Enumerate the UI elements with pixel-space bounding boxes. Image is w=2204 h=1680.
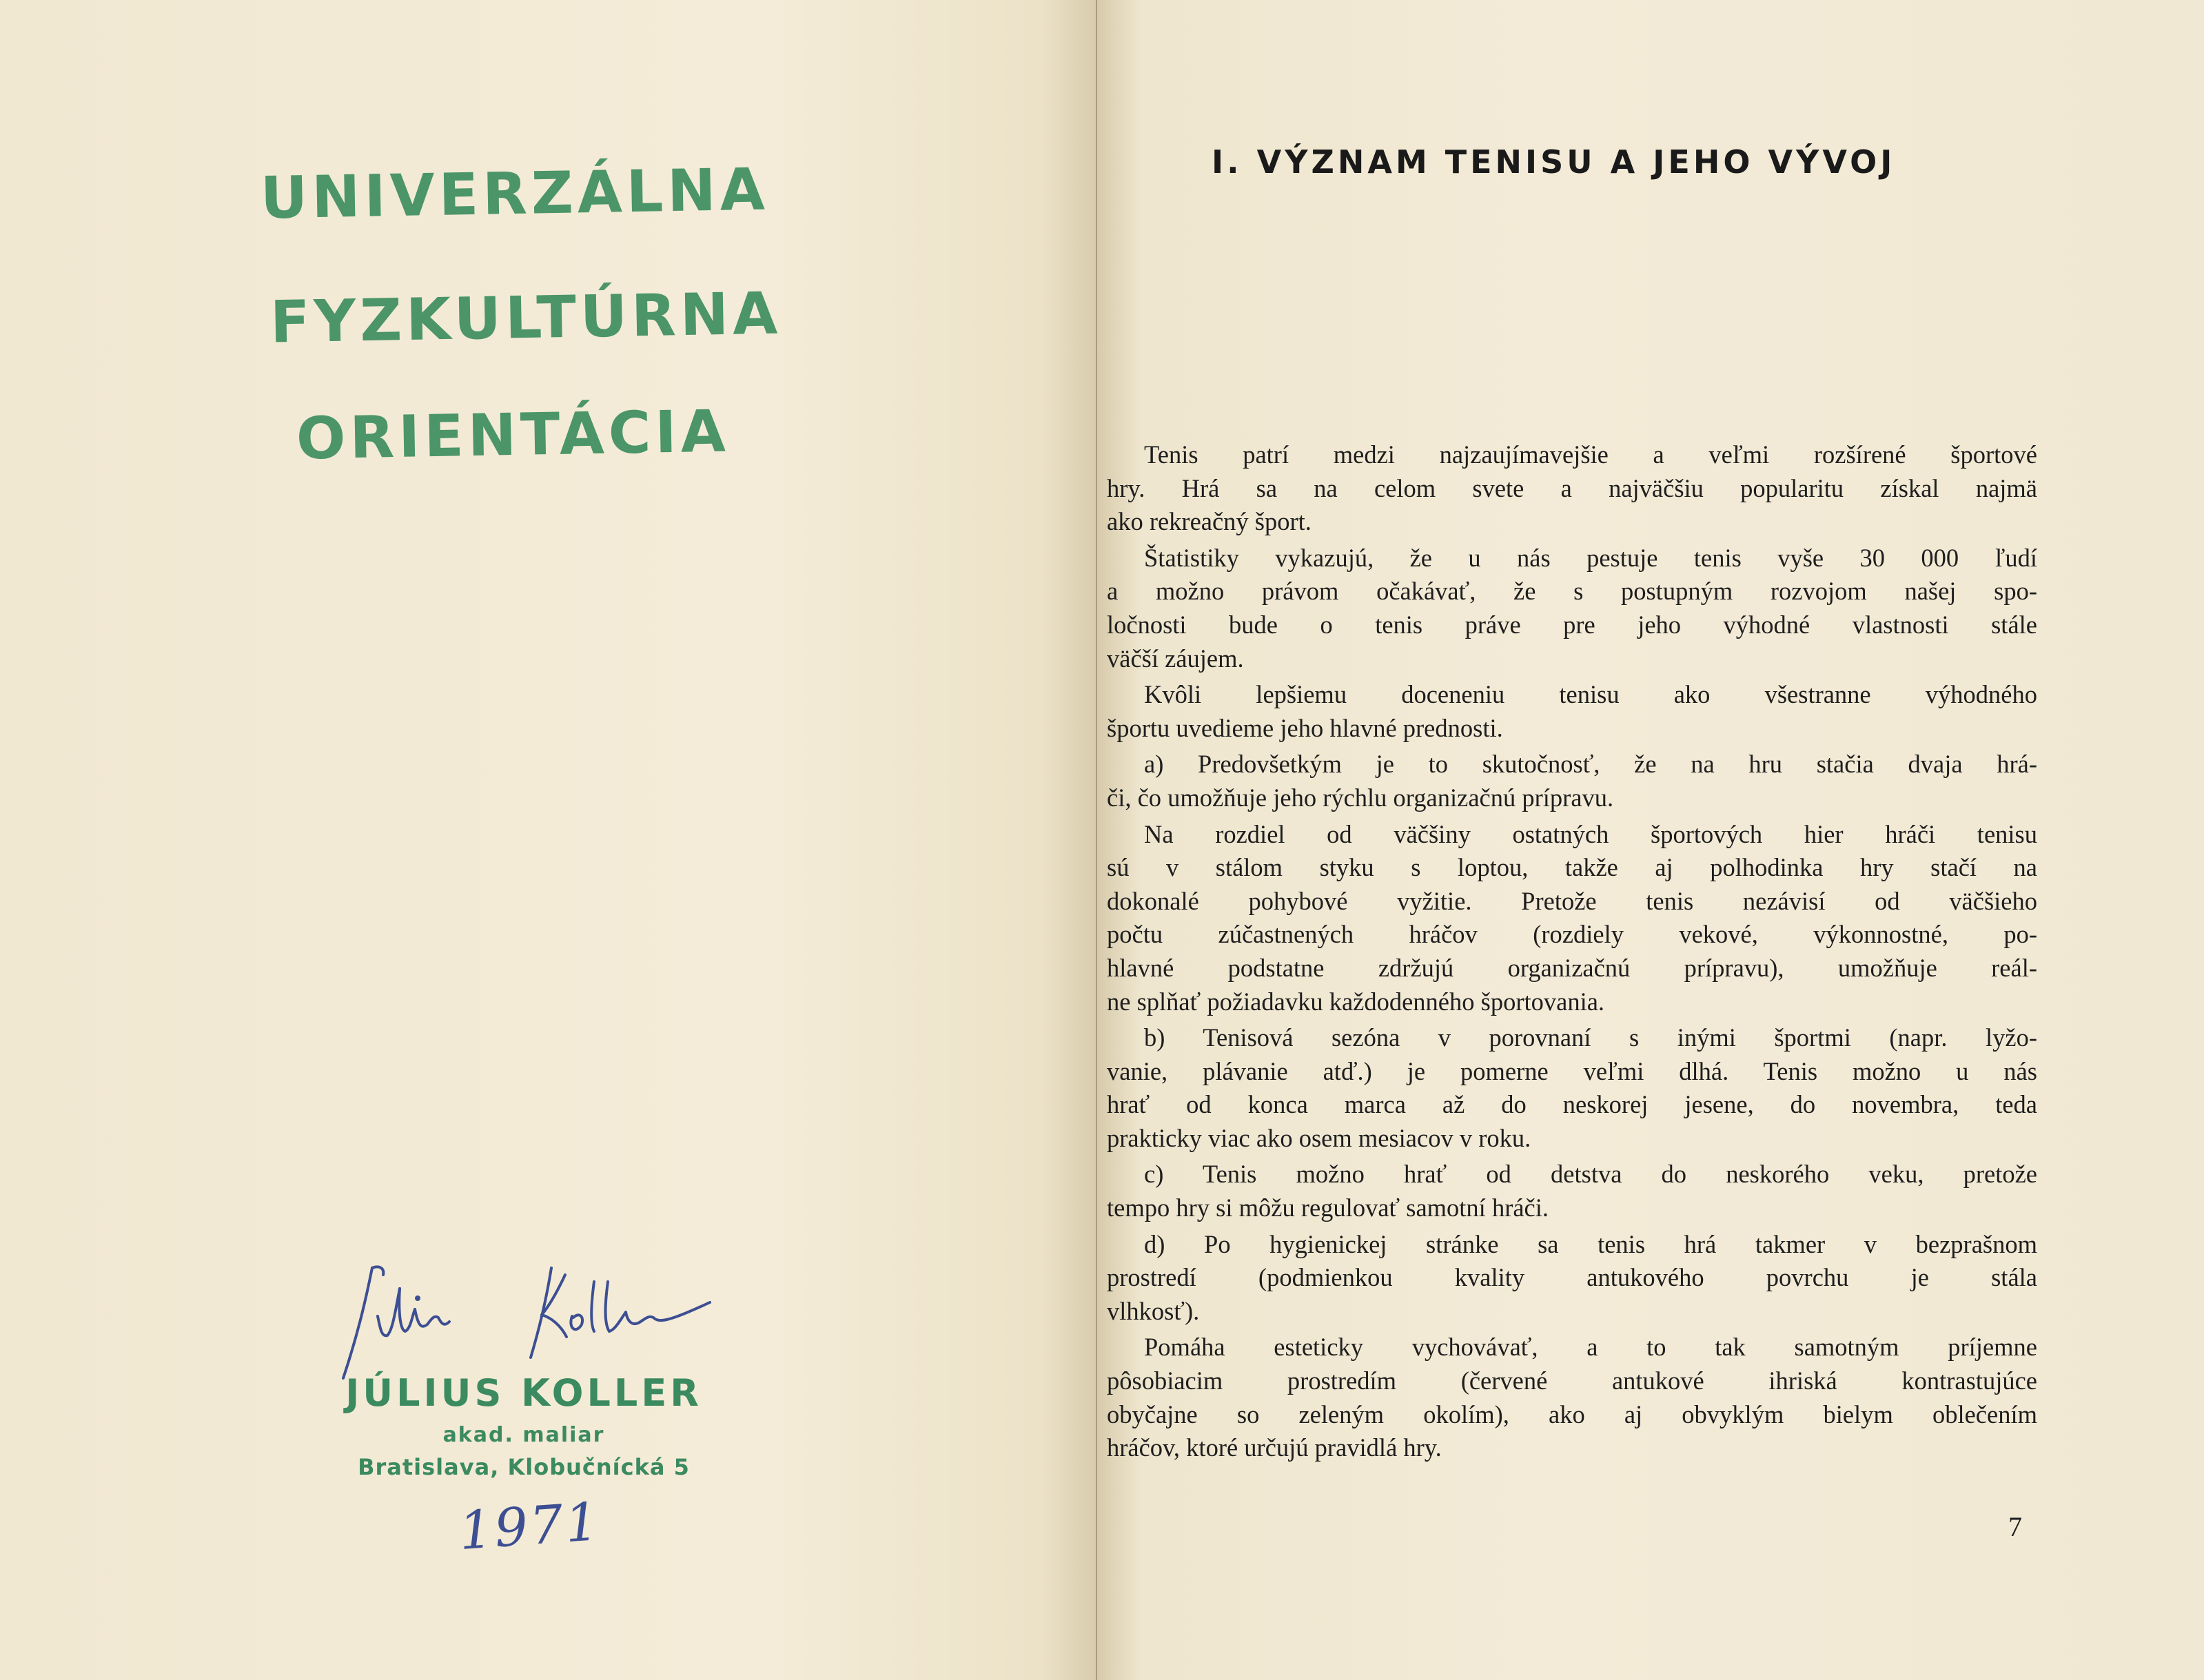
text-line: tempo hry si môžu regulovať samotní hráči.	[1107, 1194, 1549, 1222]
paragraph	[1107, 1331, 2037, 1464]
chapter-title: I. VÝZNAM TENISU A JEHO VÝVOJ	[1212, 143, 1896, 181]
stamp-line-1: UNIVERZÁLNA	[260, 155, 770, 232]
paragraph	[1107, 1021, 2037, 1155]
handwritten-year: 1971	[457, 1490, 603, 1562]
text-line: obyčajne so zeleným okolím), ako aj obvyklým bielym oblečením	[1107, 1400, 2037, 1428]
text-line: hrať od konca marca až do neskorej jesene, do novembra, teda	[1107, 1090, 2037, 1119]
text-line: Tenis patrí medzi najzaujímavejšie a veľmi rozšírené športové	[1144, 440, 2037, 469]
text-line: a možno právom očakávať, že s postupným rozvojom našej spo-	[1107, 577, 2037, 606]
owner-title: akad. maliar	[442, 1423, 605, 1447]
text-line: prostredí (podmienkou kvality antukového povrchu je stála	[1107, 1263, 2037, 1292]
stamp-line-2: FYZKULTÚRNA	[269, 279, 782, 356]
text-line: ako rekreačný šport.	[1107, 507, 1312, 536]
text-line: Na rozdiel od väčšiny ostatných športových hier hráči tenisu	[1144, 819, 2037, 848]
text-line: prakticky viac ako osem mesiacov v roku.	[1107, 1123, 1531, 1152]
paragraph	[1107, 678, 2037, 745]
text-line: dokonalé pohybové vyžitie. Pretože tenis nezávisí od väčšieho	[1107, 886, 2037, 915]
left-page	[0, 0, 1097, 1680]
text-line: Pomáha esteticky vychovávať, a to tak samotným príjemne	[1144, 1333, 2037, 1362]
owner-stamp	[331, 1371, 717, 1480]
text-line: Štatistiky vykazujú, že u nás pestuje tenis vyše 30 000 ľudí	[1144, 543, 2037, 572]
body-text	[1107, 438, 2037, 1468]
text-line: d) Po hygienickej stránke sa tenis hrá takmer v bezprašnom	[1144, 1229, 2037, 1258]
page-number: 7	[2008, 1511, 2022, 1542]
text-line: vanie, plávanie atď.) je pomerne veľmi dlhá. Tenis možno u nás	[1107, 1056, 2037, 1085]
owner-address: Bratislava, Klobučnícká 5	[358, 1454, 690, 1480]
text-line: väčší záujem.	[1107, 644, 1244, 673]
text-line: hráčov, ktoré určujú pravidlá hry.	[1107, 1433, 1442, 1462]
text-line: a) Predovšetkým je to skutočnosť, že na hru stačia dvaja hrá-	[1144, 750, 2037, 779]
text-line: ločnosti bude o tenis práve pre jeho výhodné vlastnosti stále	[1107, 610, 2037, 639]
text-line: vlhkosť).	[1107, 1296, 1200, 1325]
owner-name: JÚLIUS KOLLER	[345, 1371, 702, 1415]
text-line: počtu zúčastnených hráčov (rozdiely vekové, výkonnostné, po-	[1107, 920, 2037, 949]
paragraph	[1107, 438, 2037, 539]
paragraph	[1107, 748, 2037, 815]
text-line: c) Tenis možno hrať od detstva do neskorého veku, pretože	[1144, 1160, 2037, 1189]
paragraph	[1107, 1158, 2037, 1225]
text-line: sú v stálom styku s loptou, takže aj polhodinka hry stačí na	[1107, 853, 2037, 882]
text-line: či, čo umožňuje jeho rýchlu organizačnú prípravu.	[1107, 783, 1614, 812]
text-line: b) Tenisová sezóna v porovnaní s inými športmi (napr. lyžo-	[1144, 1023, 2037, 1052]
stamp-line-3: ORIENTÁCIA	[296, 397, 731, 473]
paragraph	[1107, 542, 2037, 675]
text-line: športu uvedieme jeho hlavné prednosti.	[1107, 713, 1503, 742]
paragraph	[1107, 818, 2037, 1019]
text-line: pôsobiacim prostredím (červené antukové ihriská kontrastujúce	[1107, 1366, 2037, 1395]
text-line: hlavné podstatne zdržujú organizačnú prípravu), umožňuje reál-	[1107, 953, 2037, 982]
text-line: hry. Hrá sa na celom svete a najväčšiu popularitu získal najmä	[1107, 473, 2037, 502]
handwritten-signature	[324, 1240, 751, 1385]
paragraph	[1107, 1228, 2037, 1329]
text-line: Kvôli lepšiemu doceneniu tenisu ako všestranne výhodného	[1144, 680, 2037, 709]
text-line: ne splňať požiadavku každodenného športovania.	[1107, 987, 1605, 1016]
